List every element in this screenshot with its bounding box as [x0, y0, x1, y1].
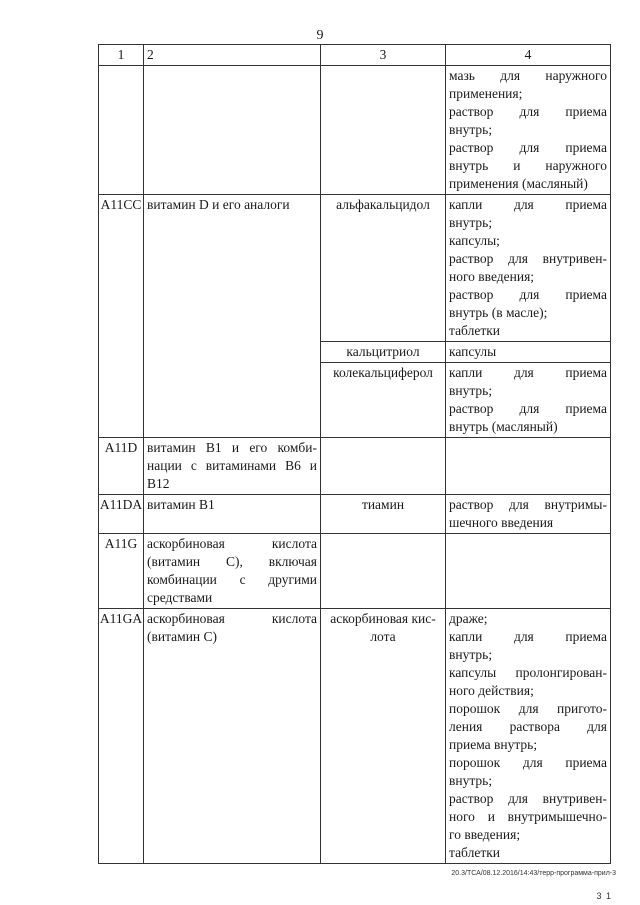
form-line: таблетки — [449, 845, 501, 860]
form-line: внутрь; — [449, 122, 493, 137]
table-row — [99, 534, 611, 609]
dosage-forms-cell — [446, 609, 611, 864]
table-row — [99, 609, 611, 864]
dosage-forms-cell — [446, 195, 611, 342]
atc-code-cell — [99, 66, 144, 195]
form-line: ного действия; — [449, 683, 534, 698]
table-row — [99, 495, 611, 534]
substance-line: лота — [370, 629, 396, 644]
form-line: драже; — [449, 611, 488, 626]
form-line: ного и внутримышечно- — [449, 809, 607, 824]
group-cell — [144, 609, 321, 864]
form-line: капсулы — [449, 344, 497, 359]
table-header-row — [99, 45, 611, 66]
group-line: комбинации с другими — [147, 572, 317, 587]
form-line: раствор для приема — [449, 104, 607, 119]
substance-cell: альфакальцидол — [321, 195, 446, 342]
group-line: нации с витаминами B6 и — [147, 458, 317, 473]
header-col-1: 1 — [99, 45, 144, 66]
form-line: применения (масляный) — [449, 176, 588, 191]
header-col-2: 2 — [144, 45, 321, 66]
atc-code-cell: A11CC — [99, 195, 144, 438]
table-row — [99, 66, 611, 195]
form-line: шечного введения — [449, 515, 554, 530]
form-line: капсулы; — [449, 233, 500, 248]
substance-cell: кальцитриол — [321, 342, 446, 363]
form-line: таблетки — [449, 323, 501, 338]
group-cell: витамин B1 — [144, 495, 321, 534]
document-footer-stamp: 20.3/ТСА/08.12.2016/14:43/терр-программа-прил-3 — [451, 870, 616, 877]
form-line: раствор для внутривен- — [449, 791, 607, 806]
group-cell — [144, 438, 321, 495]
table-row — [99, 438, 611, 495]
form-line: ного введения; — [449, 269, 535, 284]
group-line: аскорбиновая кислота — [147, 536, 317, 551]
header-col-3: 3 — [321, 45, 446, 66]
form-line: приема внутрь; — [449, 737, 538, 752]
group-line: (витамин С) — [147, 629, 218, 644]
form-line: ления раствора для — [449, 719, 607, 734]
substance-cell: тиамин — [321, 495, 446, 534]
substance-cell: колекальциферол — [321, 363, 446, 438]
form-line: внутрь (масляный) — [449, 419, 558, 434]
form-line: порошок для приема — [449, 755, 607, 770]
form-line: раствор для приема — [449, 140, 607, 155]
form-line: внутрь и наружного — [449, 158, 607, 173]
group-cell — [144, 534, 321, 609]
group-cell: витамин D и его аналоги — [144, 195, 321, 438]
form-line: раствор для внутривен- — [449, 251, 607, 266]
substance-line: аскорбиновая кис- — [330, 611, 436, 626]
form-line: капли для приема — [449, 629, 607, 644]
form-line: внутрь; — [449, 647, 493, 662]
table-row — [99, 195, 611, 342]
group-line: аскорбиновая кислота — [147, 611, 317, 626]
form-line: капли для приема — [449, 197, 607, 212]
form-line: капсулы пролонгирован- — [449, 665, 607, 680]
dosage-forms-cell — [446, 363, 611, 438]
substance-cell — [321, 609, 446, 864]
dosage-forms-cell — [446, 534, 611, 609]
form-line: применения; — [449, 86, 523, 101]
form-line: раствор для внутримы- — [449, 497, 607, 512]
atc-code-cell: A11D — [99, 438, 144, 495]
substance-cell — [321, 534, 446, 609]
form-line: го введения; — [449, 827, 521, 842]
page-number: 9 — [316, 28, 324, 43]
group-line: витамин B1 и его комби- — [147, 440, 317, 455]
atc-code-cell: A11G — [99, 534, 144, 609]
dosage-forms-cell — [446, 495, 611, 534]
dosage-forms-cell — [446, 66, 611, 195]
form-line: внутрь; — [449, 383, 493, 398]
atc-code-cell: A11DA — [99, 495, 144, 534]
substance-cell — [321, 66, 446, 195]
group-line: B12 — [147, 476, 170, 491]
page-mark: 3 1 — [596, 891, 612, 901]
form-line: порошок для пригото- — [449, 701, 607, 716]
group-line: (витамин С), включая — [147, 554, 317, 569]
group-line: средствами — [147, 590, 213, 605]
header-col-4: 4 — [446, 45, 611, 66]
dosage-forms-cell — [446, 342, 611, 363]
substance-cell — [321, 438, 446, 495]
form-line: внутрь; — [449, 215, 493, 230]
group-cell — [144, 66, 321, 195]
atc-code-cell: A11GA — [99, 609, 144, 864]
form-line: капли для приема — [449, 365, 607, 380]
form-line: внутрь (в масле); — [449, 305, 548, 320]
form-line: мазь для наружного — [449, 68, 607, 83]
dosage-forms-cell — [446, 438, 611, 495]
medicines-table — [98, 44, 611, 864]
form-line: раствор для приема — [449, 401, 607, 416]
form-line: внутрь; — [449, 773, 493, 788]
form-line: раствор для приема — [449, 287, 607, 302]
